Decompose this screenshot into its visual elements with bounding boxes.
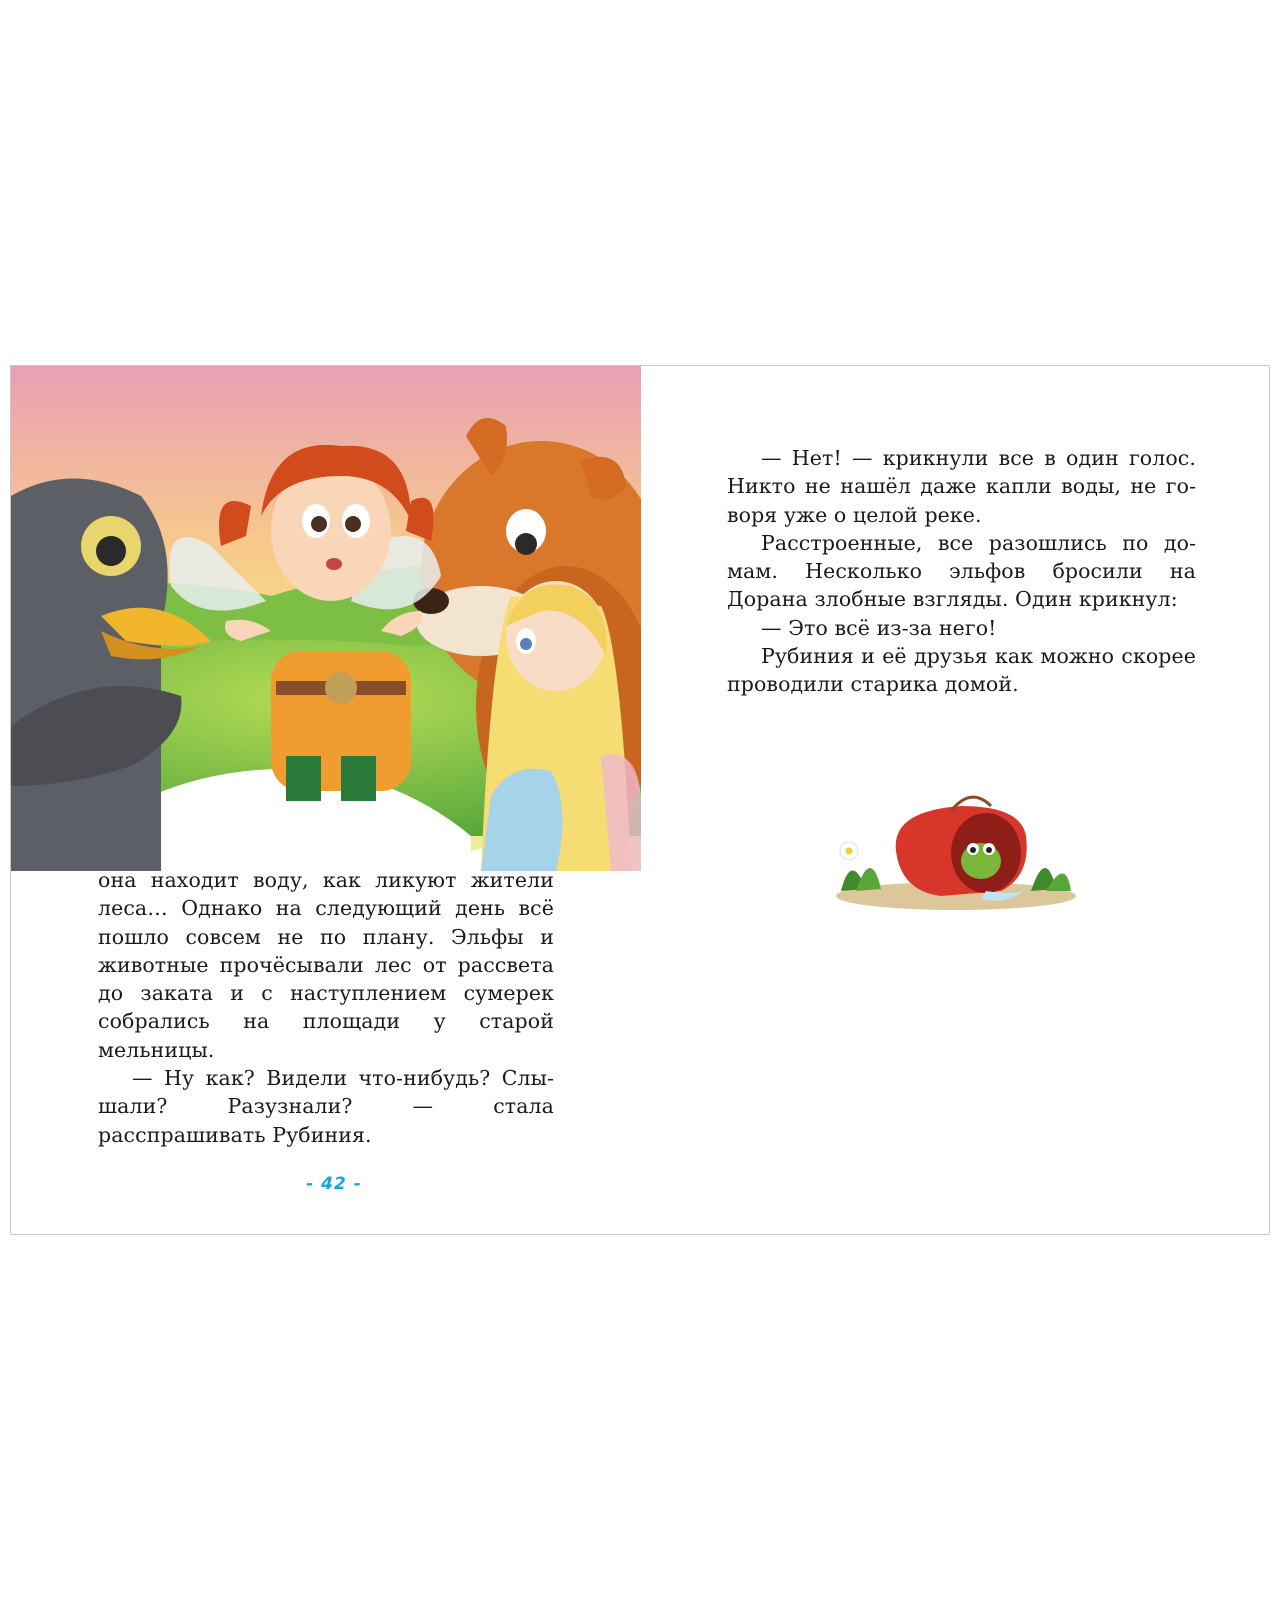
paragraph: Расстроенные, все разошлись по домам. Несколько эльфов бросили на Дорана злобные взгляды. Один крикнул: <box>727 530 1196 612</box>
right-page-text <box>727 444 1196 699</box>
paragraph: — Это всё из-за него! <box>761 615 997 640</box>
page-number: - 42 - <box>306 1174 362 1194</box>
paragraph: — Ну как? Видели что-нибудь? Слышали? Разузнали? — стала расспрашивать Рубиния. <box>98 1066 554 1147</box>
book-spread <box>10 365 1270 1235</box>
bucket-frog-illustration <box>821 791 1096 921</box>
paragraph: — Нет! — крикнули все в один голос. Никто не нашёл даже капли воды, не говоря уже о целой реке. <box>727 446 1196 527</box>
paragraph: Рубиния и её друзья как можно скорее проводили старика домой. <box>727 644 1196 697</box>
forest-characters-illustration <box>11 366 641 871</box>
left-page-text <box>98 866 554 1149</box>
paragraph: она находит воду, как ликуют жители леса… Однако на следующий день всё пошло совсем не по плану. Эльфы и животные прочёсывали лес от рассвета до заката и с наступлением сумерек собрались на площади у старой мельницы. <box>98 868 554 1062</box>
